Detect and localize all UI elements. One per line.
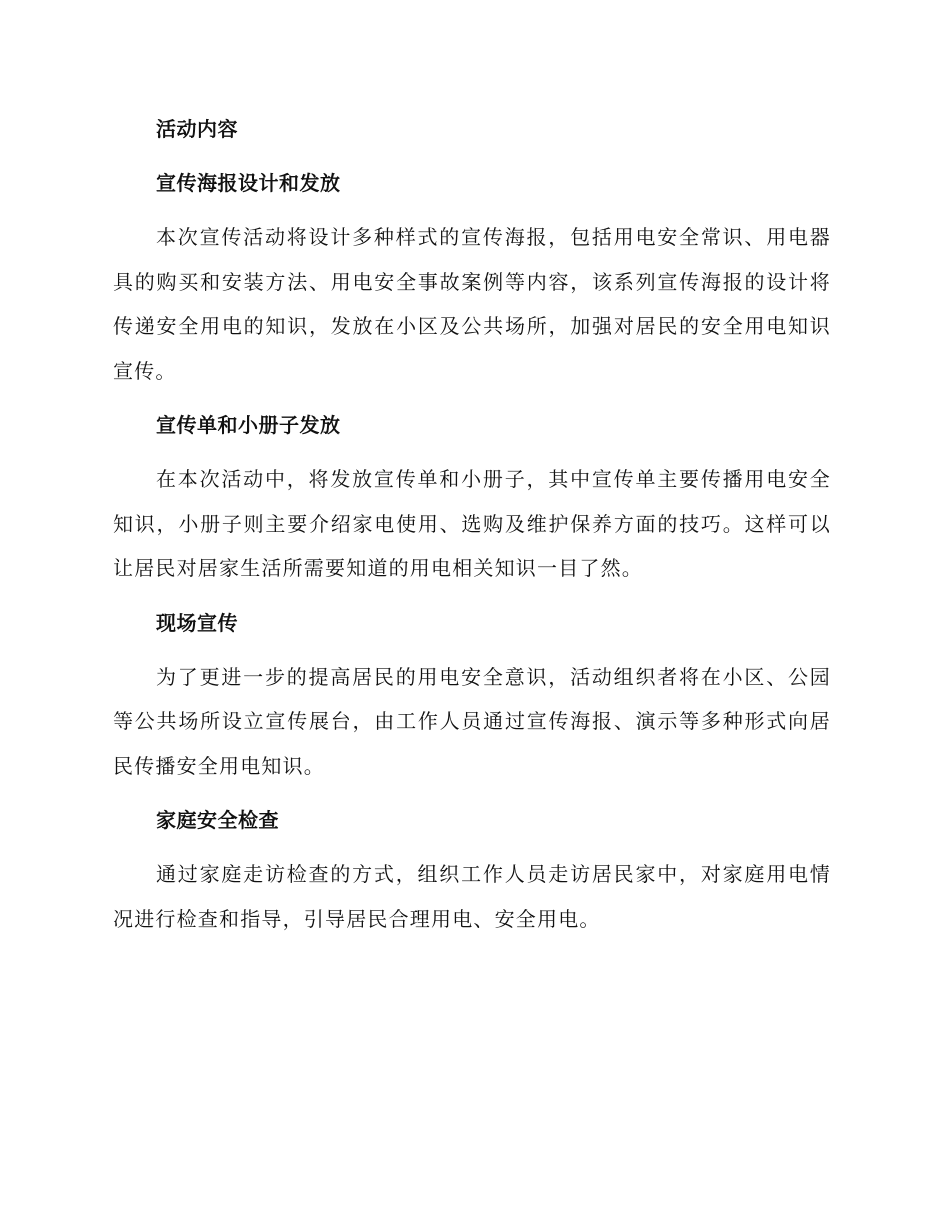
section-paragraph-poster: 本次宣传活动将设计多种样式的宣传海报，包括用电安全常识、用电器具的购买和安装方法、用电安全事故案例等内容，该系列宣传海报的设计将传递安全用电的知识，发放在小区及公共场所，加强对居民的安全用电知识宣传。 bbox=[113, 225, 831, 383]
section-paragraph-leaflet: 在本次活动中，将发放宣传单和小册子，其中宣传单主要传播用电安全知识，小册子则主要介绍家电使用、选购及维护保养方面的技巧。这样可以让居民对居家生活所需要知道的用电相关知识一目了然。 bbox=[113, 467, 831, 580]
section-heading-activity-content: 活动内容 bbox=[156, 117, 238, 141]
section-paragraph-onsite: 为了更进一步的提高居民的用电安全意识，活动组织者将在小区、公园等公共场所设立宣传展台，由工作人员通过宣传海报、演示等多种形式向居民传播安全用电知识。 bbox=[113, 664, 831, 778]
section-heading-home-check: 家庭安全检查 bbox=[156, 808, 279, 832]
section-paragraph-home-check: 通过家庭走访检查的方式，组织工作人员走访居民家中，对家庭用电情况进行检查和指导，引导居民合理用电、安全用电。 bbox=[113, 862, 831, 931]
section-heading-onsite: 现场宣传 bbox=[156, 610, 238, 635]
document-body bbox=[113, 113, 831, 957]
section-heading-leaflet: 宣传单和小册子发放 bbox=[156, 413, 341, 437]
section-heading-poster: 宣传海报设计和发放 bbox=[156, 171, 341, 195]
